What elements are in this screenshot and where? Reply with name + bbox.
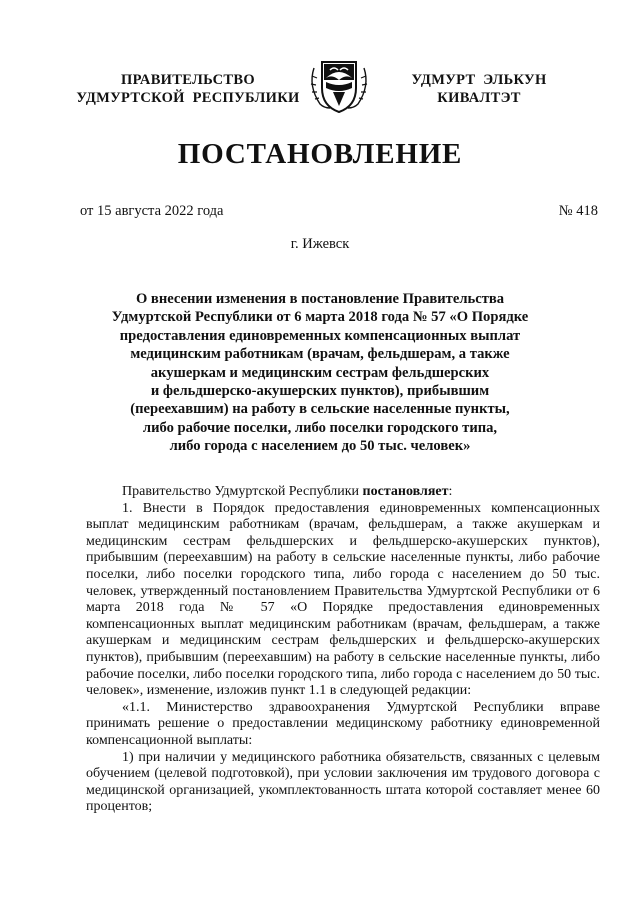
intro-paragraph (86, 484, 600, 501)
document-heading (60, 290, 580, 456)
udmurt-coat-of-arms-icon (300, 58, 378, 114)
heading-line: либо рабочие поселки, либо поселки городского типа, (142, 419, 498, 436)
intro-colon: : (448, 484, 453, 499)
paragraph-1: 1. Внести в Порядок предоставления единовременных компенсационных выплат медицинским работникам (врачам, фельдшерам, а также акушеркам и медицинским сестрам фельдшерских и фельдшерско-акушерских пунктов), прибывшим (переехавшим) на работу в сельские населенные пункты, либо рабочие поселки, либо поселки городского типа, либо города с населением до 50 тыс. человек, утвержденный постановлением Правительства Удмуртской Республики от 6 марта 2018 года № 57 «О Порядке предоставления единовременных компенсационных выплат медицинским работникам (врачам, фельдшерам, а также акушеркам и медицинским сестрам фельдшерских и фельдшерско-акушерских пунктов), прибывшим (переехавшим) на работу в сельские населенные пункты, либо рабочие поселки, либо поселки городского типа, либо города с населением до 50 тыс. человек», изменение, изложив пункт 1.1 в следующей редакции: (86, 500, 600, 699)
header-right-line2: КИВАЛТЭТ (437, 89, 521, 106)
heading-line: (переехавшим) на работу в сельские населенные пункты, (130, 401, 510, 418)
heading-line: и фельдшерско-акушерских пунктов), прибывшим (150, 383, 490, 400)
heading-line: Удмуртской Республики от 6 марта 2018 года № 57 «О Порядке (111, 309, 529, 326)
header-right-line1: УДМУРТ ЭЛЬКУН (411, 72, 547, 88)
intro-text: Правительство Удмуртской Республики (122, 484, 363, 499)
heading-line: акушеркам и медицинским сестрам фельдшерских (150, 364, 490, 381)
intro-decree-word: постановляет (362, 484, 449, 499)
heading-line: предоставления единовременных компенсационных выплат (119, 327, 521, 344)
document-type-title: ПОСТАНОВЛЕНИЕ (177, 138, 463, 170)
document-date: от 15 августа 2022 года (80, 203, 224, 219)
heading-line: медицинским работникам (врачам, фельдшерам, а также (130, 346, 510, 363)
heading-line: О внесении изменения в постановление Правительства (135, 291, 505, 307)
paragraph-3: 1) при наличии у медицинского работника обязательств, связанных с целевым обучением (целевой подготовкой), при условии заключения им трудового договора с медицинской организацией, укомплектованность штата которой составляет менее 60 процентов; (86, 749, 600, 815)
header-left-line2: УДМУРТСКОЙ РЕСПУБЛИКИ (76, 89, 300, 106)
header-left-line1: ПРАВИТЕЛЬСТВО (121, 72, 255, 88)
heading-line: либо города с населением до 50 тыс. человек» (169, 438, 471, 455)
paragraph-2: «1.1. Министерство здравоохранения Удмуртской Республики вправе принимать решение о предоставлении медицинскому работнику единовременной компенсационной выплаты: (86, 699, 600, 748)
document-body (86, 484, 600, 816)
document-city: г. Ижевск (290, 236, 350, 252)
header-right (378, 72, 580, 107)
header-left (72, 72, 304, 107)
document-number: № 418 (558, 203, 598, 219)
